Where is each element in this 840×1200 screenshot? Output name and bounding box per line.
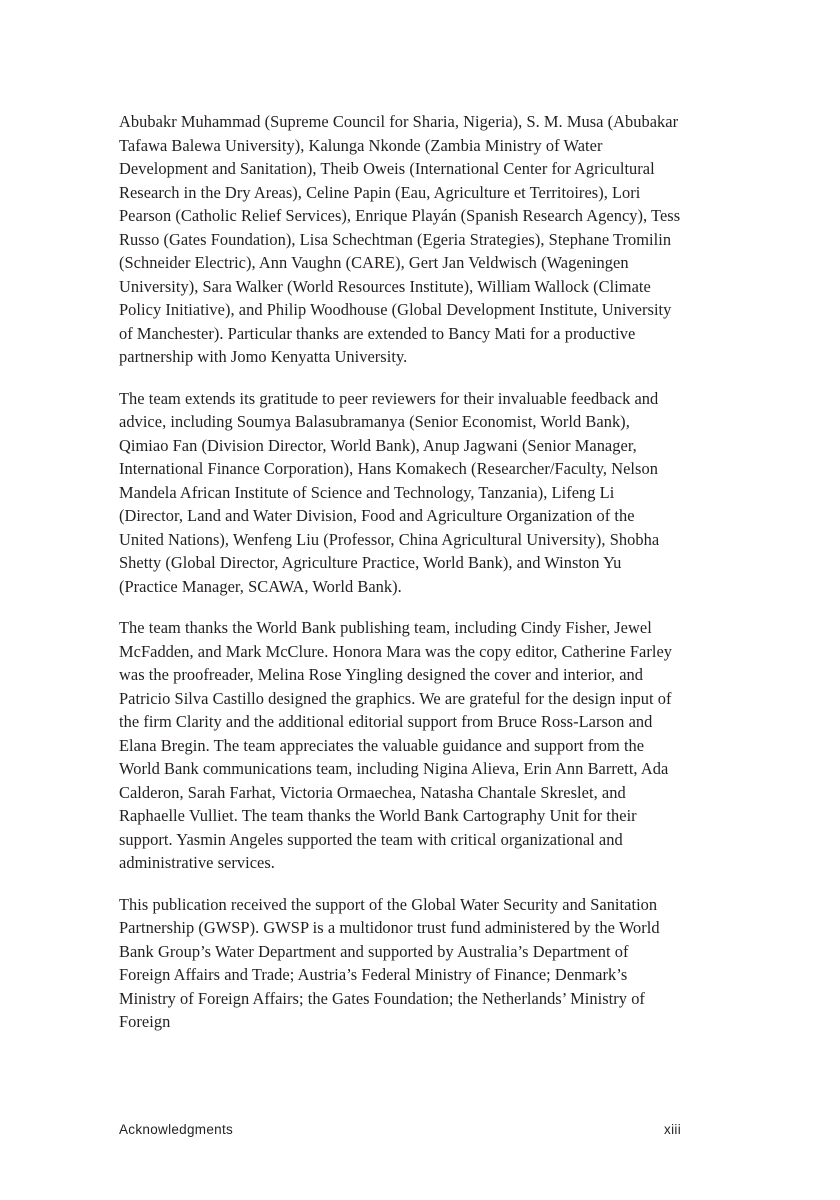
- paragraph: The team thanks the World Bank publishing team, including Cindy Fisher, Jewel McFadden, and Mark McClure. Honora Mara was the copy editor, Catherine Farley was the proofreader, Melina Rose Yingling designed the cover and interior, and Patricio Silva Castillo designed the graphics. We are grateful for the design input of the firm Clarity and the additional editorial support from Bruce Ross-Larson and Elana Bregin. The team appreciates the valuable guidance and support from the World Bank communications team, including Nigina Alieva, Erin Ann Barrett, Ada Calderon, Sarah Farhat, Victoria Ormaechea, Natasha Chantale Skreslet, and Raphaelle Vulliet. The team thanks the World Bank Cartography Unit for their support. Yasmin Angeles supported the team with critical organizational and administrative services.: [119, 618, 673, 872]
- page-body: [119, 110, 681, 1034]
- footer-page-number: xiii: [664, 1122, 681, 1137]
- footer-section-title: Acknowledgments: [119, 1122, 234, 1137]
- page-footer: [119, 1122, 681, 1137]
- paragraph: The team extends its gratitude to peer reviewers for their invaluable feedback and advice, including Soumya Balasubramanya (Senior Economist, World Bank), Qimiao Fan (Division Director, World Bank), Anup Jagwani (Senior Manager, International Finance Corporation), Hans Komakech (Researcher/Faculty, Nelson Mandela African Institute of Science and Technology, Tanzania), Lifeng Li (Director, Land and Water Division, Food and Agriculture Organization of the United Nations), Wenfeng Liu (Professor, China Agricultural University), Shobha Shetty (Global Director, Agriculture Practice, World Bank), and Winston Yu (Practice Manager, SCAWA, World Bank).: [119, 388, 660, 596]
- paragraph: Abubakr Muhammad (Supreme Council for Sharia, Nigeria), S. M. Musa (Abubakar Tafawa Balewa University), Kalunga Nkonde (Zambia Ministry of Water Development and Sanitation), Theib Oweis (International Center for Agricultural Research in the Dry Areas), Celine Papin (Eau, Agriculture et Territoires), Lori Pearson (Catholic Relief Services), Enrique Playán (Spanish Research Agency), Tess Russo (Gates Foundation), Lisa Schechtman (Egeria Strategies), Stephane Tromilin (Schneider Electric), Ann Vaughn (CARE), Gert Jan Veldwisch (Wageningen University), Sara Walker (World Resources Institute), William Wallock (Climate Policy Initiative), and Philip Woodhouse (Global Development Institute, University of Manchester). Particular thanks are extended to Bancy Mati for a productive partnership with Jomo Kenyatta University.: [119, 112, 681, 366]
- paragraph: This publication received the support of the Global Water Security and Sanitation Partnership (GWSP). GWSP is a multidonor trust fund administered by the World Bank Group’s Water Department and supported by Australia’s Department of Foreign Affairs and Trade; Austria’s Federal Ministry of Finance; Denmark’s Ministry of Foreign Affairs; the Gates Foundation; the Netherlands’ Ministry of Foreign: [119, 894, 660, 1031]
